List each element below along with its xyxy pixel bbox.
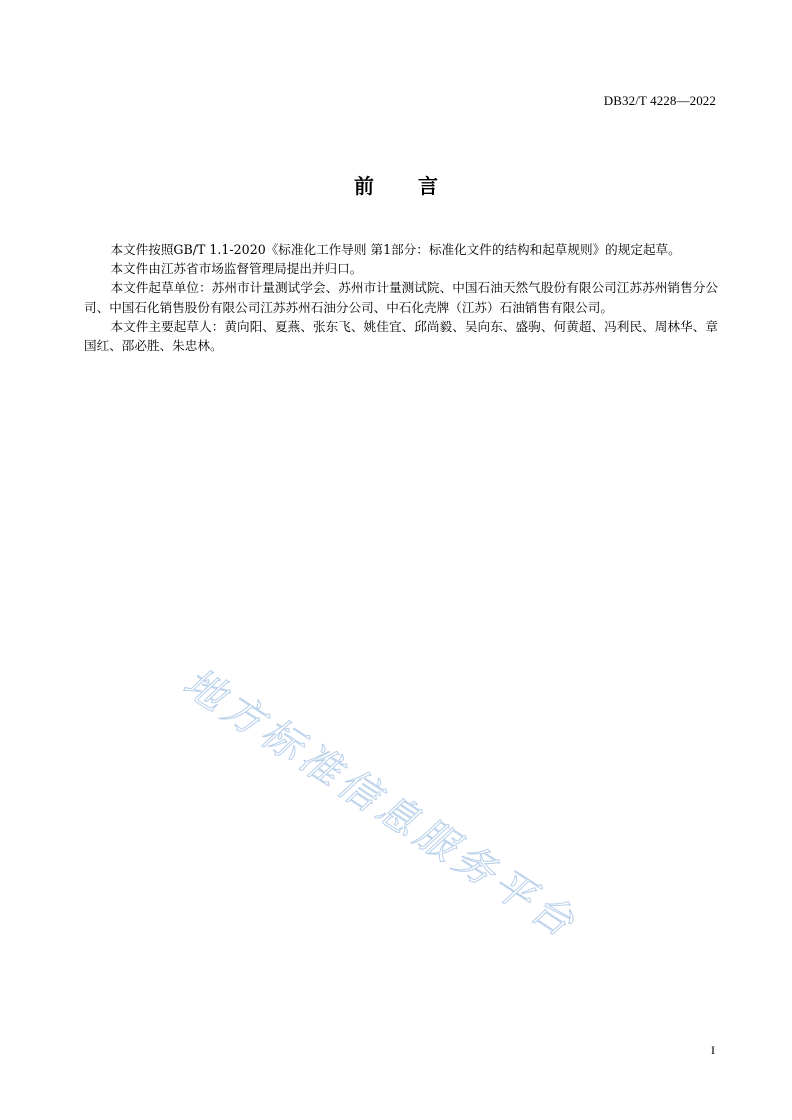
title-char-1: 前 — [354, 174, 374, 198]
paragraph-drafting-rules: 本文件按照GB/T 1.1-2020《标准化工作导则 第1部分：标准化文件的结构和起草规则》的规定起草。 — [110, 242, 681, 257]
watermark: 地方标准信息服务平台 — [175, 659, 586, 949]
page-title — [0, 170, 792, 199]
paragraph-drafting-units: 本文件起草单位：苏州市计量测试学会、苏州市计量测试院、中国石油天然气股份有限公司江苏苏州销售分公司、中国石化销售股份有限公司江苏苏州石油分公司、中石化壳牌（江苏）石油销售有限公司。 — [84, 280, 718, 315]
foreword-body — [84, 240, 718, 355]
paragraph-proposer: 本文件由江苏省市场监督管理局提出并归口。 — [110, 261, 363, 277]
paragraph-drafters: 本文件主要起草人：黄向阳、夏燕、张东飞、姚佳宜、邱尚毅、吴向东、盛驹、何黄超、冯利民、周林华、章国红、邵必胜、朱忠林。 — [84, 318, 718, 354]
document-code: DB32/T 4228—2022 — [603, 93, 716, 108]
page-number: I — [711, 1043, 715, 1057]
title-char-2: 言 — [418, 174, 438, 198]
